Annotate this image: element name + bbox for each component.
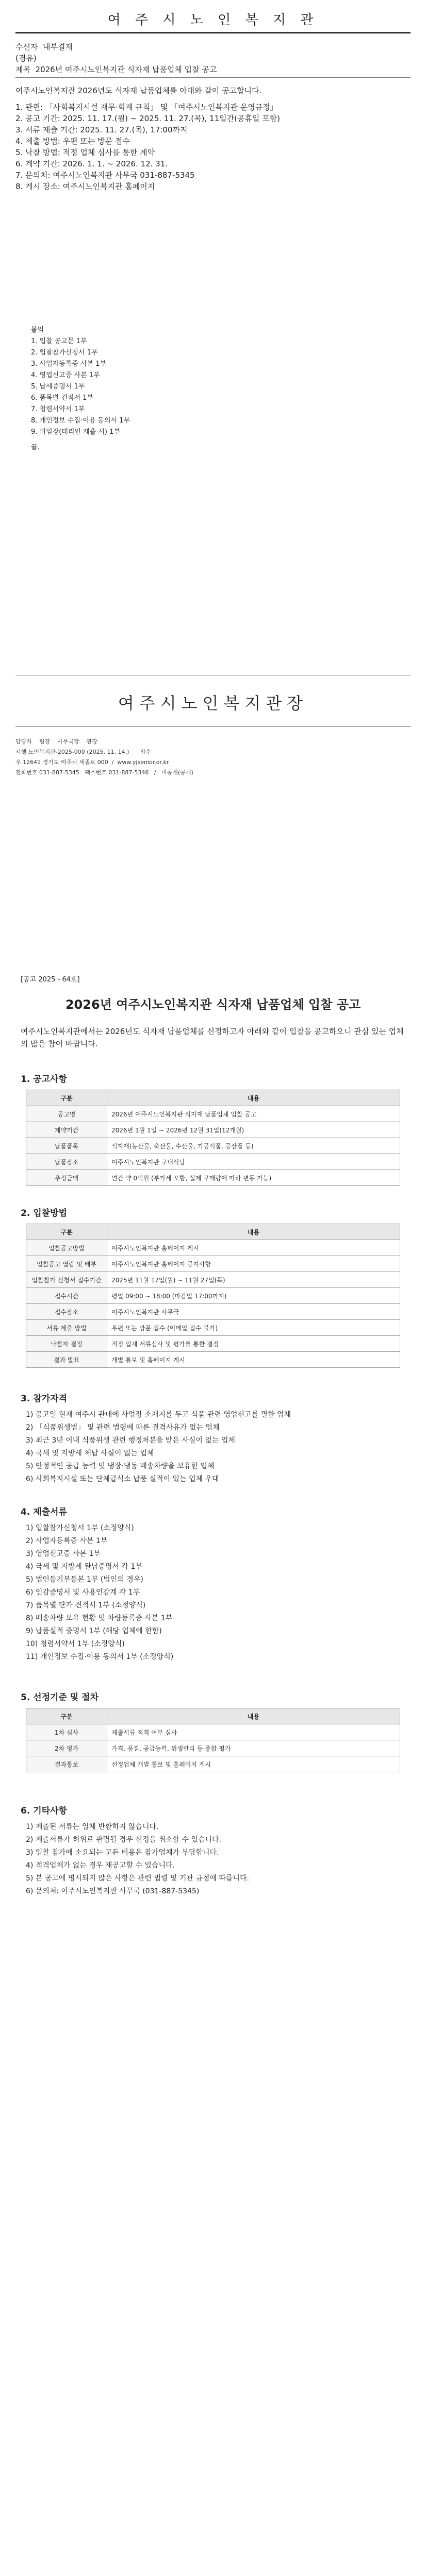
table-row: [26, 1122, 400, 1138]
col-header: 구분: [26, 1708, 107, 1724]
list-item: 4) 적격업체가 없는 경우 재공고할 수 있습니다.: [26, 1861, 175, 1870]
list-item: 2) 제출서류가 허위로 판명될 경우 선정을 취소할 수 있습니다.: [26, 1836, 221, 1844]
notice-title: 2026년 여주시노인복지관 식자재 납품업체 입찰 공고: [65, 997, 361, 1012]
row-key: 1차 심사: [26, 1724, 107, 1740]
table-row: [26, 1304, 400, 1320]
footer-row: 우 12641 경기도 여주시 세종로 000 / www.yjsenior.or.kr: [15, 759, 169, 766]
list-item: 10) 청렴서약서 1부 (소정양식): [26, 1640, 125, 1648]
public-notice: [0, 969, 426, 2576]
row-value: 여주시노인복지관 사무국: [107, 1304, 400, 1320]
signature-divider-bottom: [15, 726, 411, 727]
org-header: 여 주 시 노 인 복 지 관: [107, 12, 319, 28]
attachment-link[interactable]: 2. 입찰참가신청서 1부: [31, 349, 98, 357]
table-row: [26, 1272, 400, 1288]
list-item: 11) 개인정보 수집·이용 동의서 1부 (소정양식): [26, 1653, 174, 1661]
row-value: 선정업체 개별 통보 및 홈페이지 게시: [107, 1756, 400, 1772]
table-row: [26, 1740, 400, 1756]
list-item: 1) 제출된 서류는 일체 반환하지 않습니다.: [26, 1823, 159, 1831]
attachments: [31, 325, 402, 453]
bidding-method-table: [26, 1224, 400, 1368]
row-value: 식자재(농산물, 축산물, 수산물, 가공식품, 공산품 등): [107, 1138, 400, 1154]
table-row: [26, 1724, 400, 1740]
row-key: 납품품목: [26, 1138, 107, 1154]
row-key: 입찰공고방법: [26, 1240, 107, 1256]
list-item: 1) 입찰참가신청서 1부 (소정양식): [26, 1524, 134, 1532]
col-header: 내용: [107, 1224, 400, 1240]
row-value: 적정 업체 서류심사 및 평가를 통한 결정: [107, 1336, 400, 1352]
attachment-link[interactable]: 7. 청렴서약서 1부: [31, 405, 85, 413]
list-item: 2) 「식품위생법」 및 관련 법령에 따른 결격사유가 없는 업체: [26, 1423, 220, 1432]
section-heading: 5. 선정기준 및 절차: [21, 1692, 99, 1703]
approval-letter: [0, 0, 426, 958]
header-divider: [15, 32, 411, 33]
list-item: 8) 배송차량 보유 현황 및 차량등록증 사본 1부: [26, 1614, 173, 1622]
section-heading: 6. 기타사항: [21, 1806, 67, 1816]
table-row: [26, 1170, 400, 1186]
list-item: 2) 사업자등록증 사본 1부: [26, 1537, 108, 1545]
letter-meta: [15, 41, 411, 75]
row-key: 2차 평가: [26, 1740, 107, 1756]
list-item: 3) 입찰 참가에 소요되는 모든 비용은 참가업체가 부담합니다.: [26, 1849, 219, 1857]
body-item: 5. 낙찰 방법: 적정 업체 심사를 통한 계약: [15, 148, 155, 157]
table-row: [26, 1336, 400, 1352]
body-item: 6. 계약 기간: 2026. 1. 1. ~ 2026. 12. 31.: [15, 159, 168, 168]
misc-list: [26, 1821, 397, 1899]
row-value: 여주시노인복지관 구내식당: [107, 1154, 400, 1170]
row-key: 추정금액: [26, 1170, 107, 1186]
section-heading: 4. 제출서류: [21, 1507, 67, 1517]
attachment-link[interactable]: 8. 개인정보 수집·이용 동의서 1부: [31, 417, 130, 425]
row-value: 개별 통보 및 홈페이지 게시: [107, 1352, 400, 1368]
via-label: (경유): [15, 54, 37, 63]
list-item: 4) 국세 및 지방세 완납증명서 각 1부: [26, 1563, 142, 1571]
attachment-link[interactable]: 1. 입찰 공고문 1부: [31, 337, 87, 345]
col-header: 내용: [107, 1708, 400, 1724]
notice-intro: 여주시노인복지관에서는 2026년도 식자재 납품업체를 선정하고자 아래와 같이 입찰을 공고하오니 관심 있는 업체의 많은 참여 바랍니다.: [21, 1027, 404, 1048]
documents-list: [26, 1522, 397, 1664]
table-row: [26, 1320, 400, 1336]
section-heading: 2. 입찰방법: [21, 1208, 67, 1218]
row-key: 입찰참가 신청서 접수기간: [26, 1272, 107, 1288]
body-item: 8. 게시 장소: 여주시노인복지관 홈페이지: [15, 182, 155, 191]
letter-signer: 여주시노인복지관장: [118, 693, 308, 713]
subject: 2026년 여주시노인복지관 식자재 납품업체 입찰 공고: [35, 65, 217, 74]
row-key: 접수시간: [26, 1288, 107, 1304]
announcement-table: [26, 1090, 400, 1186]
col-header: 내용: [107, 1090, 400, 1106]
row-key: 입찰공고 열람 및 배부: [26, 1256, 107, 1272]
attachment-link[interactable]: 6. 품목별 견적서 1부: [31, 394, 93, 402]
footer-row: 시행 노인복지관-2025-000 (2025. 11. 14.) 접수: [15, 749, 151, 755]
table-row: [26, 1138, 400, 1154]
row-value: 2025년 11월 17일(월) ~ 11월 27일(목): [107, 1272, 400, 1288]
attach-label: 붙임: [31, 326, 44, 334]
body-item: 7. 문의처: 여주시노인복지관 사무국 031-887-5345: [15, 171, 195, 180]
body-item: 3. 서류 제출 기간: 2025. 11. 27.(목), 17:00까지: [15, 125, 188, 134]
row-key: 낙찰자 결정: [26, 1336, 107, 1352]
list-item: 6) 문의처: 여주시노인복지관 사무국 (031-887-5345): [26, 1887, 200, 1895]
col-header: 구분: [26, 1224, 107, 1240]
letter-footer: [15, 737, 411, 778]
list-item: 1) 공고일 현재 여주시 관내에 사업장 소재지를 두고 식품 관련 영업신고를 필한 업체: [26, 1411, 291, 1419]
section-heading: 1. 공고사항: [21, 1074, 67, 1084]
body-item: 4. 제출 방법: 우편 또는 방문 접수: [15, 137, 130, 146]
list-item: 4) 국세 및 지방세 체납 사실이 없는 업체: [26, 1449, 154, 1458]
selection-table: [26, 1708, 400, 1772]
row-value: 여주시노인복지관 홈페이지 게시: [107, 1240, 400, 1256]
body-intro: 여주시노인복지관 2026년도 식자재 납품업체를 아래와 같이 공고합니다.: [15, 86, 262, 95]
list-item: 5) 본 공고에 명시되지 않은 사항은 관련 법령 및 기관 규정에 따릅니다.: [26, 1874, 249, 1883]
row-value: 평일 09:00 ~ 18:00 (마감일 17:00까지): [107, 1288, 400, 1304]
end-mark: 끝.: [31, 444, 40, 451]
table-row: [26, 1288, 400, 1304]
attachment-link[interactable]: 4. 영업신고증 사본 1부: [31, 371, 100, 379]
recipient: 내부결재: [43, 42, 73, 52]
attachment-link[interactable]: 5. 납세증명서 1부: [31, 383, 85, 391]
table-row: [26, 1240, 400, 1256]
section-heading: 3. 참가자격: [21, 1394, 67, 1404]
list-item: 3) 영업신고증 사본 1부: [26, 1550, 101, 1558]
row-key: 서류 제출 방법: [26, 1320, 107, 1336]
row-key: 납품장소: [26, 1154, 107, 1170]
body-item: 2. 공고 기간: 2025. 11. 17.(월) ~ 2025. 11. 27.(목), 11일간(공휴일 포함): [15, 114, 281, 123]
table-row: [26, 1352, 400, 1368]
table-row: [26, 1154, 400, 1170]
row-value: 가격, 품질, 공급능력, 위생관리 등 종합 평가: [107, 1740, 400, 1756]
eligibility-list: [26, 1409, 397, 1486]
subject-label: 제목: [15, 65, 30, 74]
list-item: 9) 납품실적 증명서 1부 (해당 업체에 한함): [26, 1627, 162, 1635]
list-item: 3) 최근 3년 이내 식품위생 관련 행정처분을 받은 사실이 없는 업체: [26, 1436, 235, 1445]
body-item: 1. 관련: 「사회복지시설 재무·회계 규칙」 및 「여주시노인복지관 운영규정」: [15, 103, 278, 112]
row-value: 2026년 여주시노인복지관 식자재 납품업체 입찰 공고: [107, 1106, 400, 1122]
row-value: 제출서류 적격 여부 심사: [107, 1724, 400, 1740]
row-value: 여주시노인복지관 홈페이지 공지사항: [107, 1256, 400, 1272]
row-key: 공고명: [26, 1106, 107, 1122]
notice-number: [공고 2025 - 64호]: [21, 976, 80, 984]
row-key: 결과 발표: [26, 1352, 107, 1368]
subject-divider: [15, 77, 411, 78]
list-item: 6) 사회복지시설 또는 단체급식소 납품 실적이 있는 업체 우대: [26, 1475, 219, 1483]
row-key: 접수장소: [26, 1304, 107, 1320]
approval-line: 담당자 팀장 사무국장 관장: [15, 738, 97, 745]
row-key: 결과통보: [26, 1756, 107, 1772]
row-value: 연간 약 0억원 (부가세 포함, 실제 구매량에 따라 변동 가능): [107, 1170, 400, 1186]
list-item: 5) 안정적인 공급 능력 및 냉장·냉동 배송차량을 보유한 업체: [26, 1462, 215, 1470]
attachment-link[interactable]: 3. 사업자등록증 사본 1부: [31, 360, 107, 368]
footer-row: 전화번호 031-887-5345 팩스번호 031-887-5346 / 비공개(공개): [15, 769, 193, 776]
list-item: 5) 법인등기부등본 1부 (법인의 경우): [26, 1575, 143, 1584]
row-value: 우편 또는 방문 접수 (이메일 접수 불가): [107, 1320, 400, 1336]
attachment-link[interactable]: 9. 위임장(대리인 제출 시) 1부: [31, 428, 120, 436]
row-key: 계약기간: [26, 1122, 107, 1138]
letter-body: [15, 85, 411, 192]
table-row: [26, 1756, 400, 1772]
list-item: 6) 인감증명서 및 사용인감계 각 1부: [26, 1588, 140, 1597]
table-row: [26, 1256, 400, 1272]
list-item: 7) 품목별 단가 견적서 1부 (소정양식): [26, 1601, 146, 1609]
recipient-label: 수신자: [15, 42, 38, 52]
row-value: 2026년 1월 1일 ~ 2026년 12월 31일(12개월): [107, 1122, 400, 1138]
table-row: [26, 1106, 400, 1122]
col-header: 구분: [26, 1090, 107, 1106]
